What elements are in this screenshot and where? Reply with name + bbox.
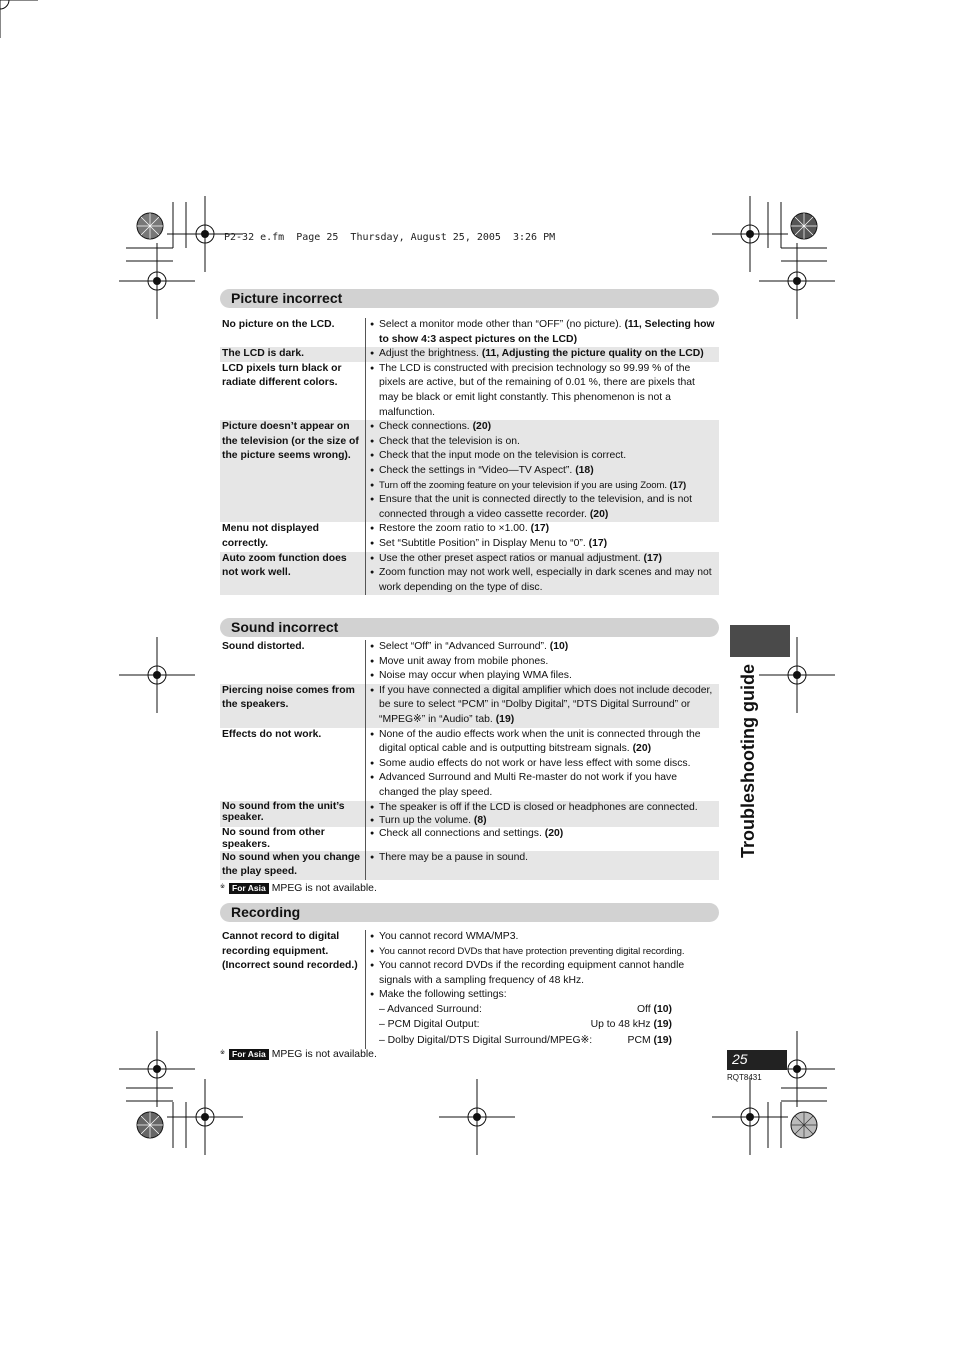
remedy-cell (366, 347, 720, 362)
page-number: 25 (732, 1051, 748, 1067)
remedy-item: ● Select a monitor mode other than “OFF” (no picture). (11, Selecting how to show 4:3 aspect pictures on the LCD) (370, 318, 716, 347)
recording-troubleshoot-table (220, 930, 719, 1049)
table-row (220, 801, 719, 827)
problem-cell: Piercing noise comes from the speakers. (220, 684, 366, 728)
remedy-item: ● Check that the input mode on the television is correct. (370, 449, 716, 464)
footnote-mpeg (220, 1049, 377, 1060)
remedy-item: ● You cannot record DVDs if the recording equipment cannot handle signals with a sampling frequency of 48 kHz. (370, 959, 716, 988)
remedy-item: ● There may be a pause in sound. (370, 851, 716, 866)
asterisk-mark: ※ (220, 1050, 226, 1056)
problem-cell: No sound when you change the play speed. (220, 851, 366, 880)
remedy-item: ● Zoom function may not work well, especially in dark scenes and may not work depending on the type of disc. (370, 566, 716, 595)
problem-cell: Auto zoom function does not work well. (220, 552, 366, 596)
problem-cell: Sound distorted. (220, 640, 366, 684)
remedy-item: ● Check connections. (20) (370, 420, 716, 435)
picture-troubleshoot-table (220, 318, 719, 595)
table-row (220, 552, 719, 596)
remedy-item: ● Move unit away from mobile phones. (370, 655, 716, 670)
remedy-item: ● If you have connected a digital amplifier which does not include decoder, be sure to select “PCM” in “Dolby Digital”, “DTS Digital Surround” or “MPEG※” in “Audio” tab. (19) (370, 684, 716, 728)
problem-cell: The LCD is dark. (220, 347, 366, 362)
file-header: P2-32 e.fm Page 25 Thursday, August 25, 2005 3:26 PM (224, 232, 556, 243)
footnote-text: MPEG is not available. (271, 883, 377, 894)
table-row (220, 684, 719, 728)
section-header-picture (220, 289, 719, 308)
for-asia-badge: For Asia (229, 1049, 269, 1060)
footnote-text: MPEG is not available. (271, 1049, 377, 1060)
setting-row: – PCM Digital Output: Up to 48 kHz (19) (379, 1018, 672, 1030)
remedy-item: ● Advanced Surround and Multi Re-master do not work if you have changed the play speed. (370, 771, 716, 800)
remedy-item: ● Check all connections and settings. (20) (370, 827, 716, 842)
remedy-item: ● None of the audio effects work when the unit is connected through the digital optical cable and is outputting bitstream signals. (20) (370, 728, 716, 757)
remedy-cell (366, 362, 720, 420)
remedy-cell (366, 552, 720, 596)
problem-cell: Cannot record to digital recording equipment. (Incorrect sound recorded.) (220, 930, 366, 1049)
for-asia-badge: For Asia (229, 883, 269, 894)
table-row (220, 851, 719, 880)
setting-row: – Dolby Digital/DTS Digital Surround/MPEG※: PCM (19) (379, 1035, 672, 1047)
problem-cell: No picture on the LCD. (220, 318, 366, 347)
remedy-item: ● Turn off the zooming feature on your television if you are using Zoom. (17) (370, 479, 716, 494)
remedy-item: ● You cannot record DVDs that have protection preventing digital recording. (370, 945, 716, 960)
section-title: Sound incorrect (231, 619, 339, 635)
setting-row: – Advanced Surround: Off (10) (379, 1003, 672, 1015)
table-row (220, 640, 719, 684)
problem-cell: No sound from other speakers. (220, 827, 366, 851)
remedy-item: ● Use the other preset aspect ratios or manual adjustment. (17) (370, 552, 716, 567)
problem-cell: Effects do not work. (220, 728, 366, 801)
table-row (220, 362, 719, 420)
problem-cell: Picture doesn’t appear on the television (or the size of the picture seems wrong). (220, 420, 366, 522)
remedy-item: ● Ensure that the unit is connected directly to the television, and is not connected through a video cassette recorder. (20) (370, 493, 716, 522)
table-row (220, 420, 719, 522)
remedy-cell (366, 522, 720, 551)
remedy-item: ● The speaker is off if the LCD is closed or headphones are connected. (370, 801, 716, 814)
remedy-item: ● Check that the television is on. (370, 435, 716, 450)
remedy-item: ● Set “Subtitle Position” in Display Menu to “0”. (17) (370, 537, 716, 552)
table-row (220, 347, 719, 362)
remedy-item: ● Select “Off” in “Advanced Surround”. (10) (370, 640, 716, 655)
remedy-item: ● Make the following settings: (370, 988, 716, 1003)
model-code: RQT8431 (727, 1073, 762, 1082)
table-row (220, 318, 719, 347)
table-row (220, 930, 719, 1049)
problem-cell: Menu not displayed correctly. (220, 522, 366, 551)
remedy-item: ● Noise may occur when playing WMA files. (370, 669, 716, 684)
remedy-item: ● Adjust the brightness. (11, Adjusting the picture quality on the LCD) (370, 347, 716, 362)
table-row (220, 728, 719, 801)
remedy-cell (366, 851, 720, 880)
section-header-sound (220, 618, 719, 637)
remedy-cell (366, 318, 720, 347)
section-header-recording (220, 903, 719, 922)
chapter-tab (730, 625, 790, 657)
remedy-item: ● You cannot record WMA/MP3. (370, 930, 716, 945)
section-title: Picture incorrect (231, 290, 343, 306)
remedy-cell (366, 827, 720, 851)
footnote-mpeg (220, 883, 377, 894)
remedy-cell (366, 640, 720, 684)
remedy-cell (366, 930, 720, 1049)
section-title: Recording (231, 904, 301, 920)
remedy-cell (366, 728, 720, 801)
remedy-item: ● Check the settings in “Video—TV Aspect”. (18) (370, 464, 716, 479)
page-number-box (727, 1050, 787, 1070)
side-title: Troubleshooting guide (738, 664, 758, 858)
remedy-item: ● The LCD is constructed with precision technology so 99.99 % of the pixels are active, but of the remaining of 0.01 %, there are pixels that may be black or emit light constantly. This phenomenon is not a malfunction. (370, 362, 716, 420)
remedy-item: ● Turn up the volume. (8) (370, 814, 716, 827)
asterisk-mark: ※ (220, 884, 226, 890)
remedy-cell (366, 801, 720, 827)
table-row (220, 827, 719, 851)
remedy-cell (366, 420, 720, 522)
problem-cell: LCD pixels turn black or radiate different colors. (220, 362, 366, 420)
remedy-item: ● Restore the zoom ratio to ×1.00. (17) (370, 522, 716, 537)
remedy-item: ● Some audio effects do not work or have less effect with some discs. (370, 757, 716, 772)
table-row (220, 522, 719, 551)
problem-cell: No sound from the unit’s speaker. (220, 801, 366, 827)
sound-troubleshoot-table (220, 640, 719, 880)
remedy-cell (366, 684, 720, 728)
